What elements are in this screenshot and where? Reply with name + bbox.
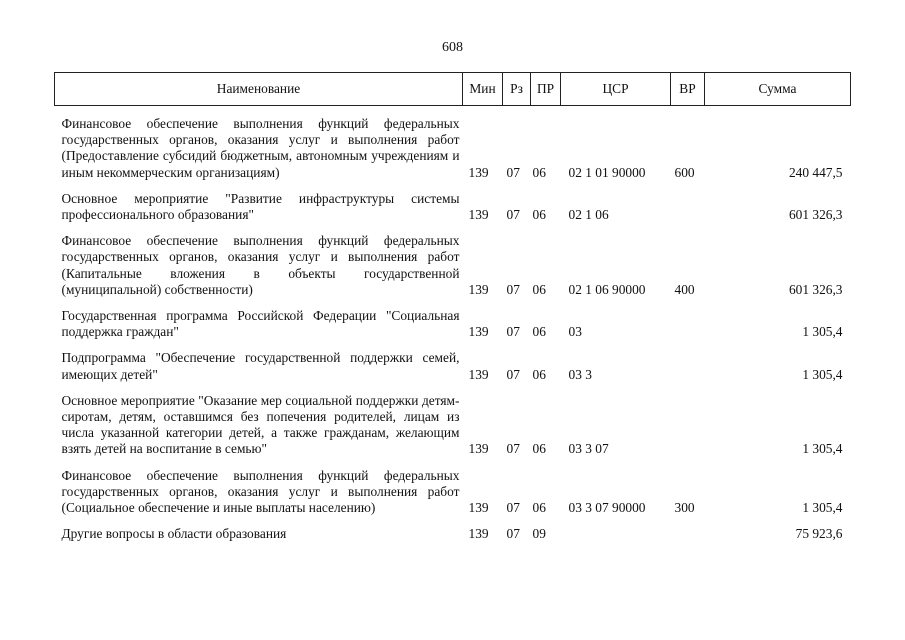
row-pr: 06 — [532, 366, 546, 382]
table-row — [55, 468, 851, 517]
row-name: Другие вопросы в области образования — [61, 526, 287, 542]
row-rz: 07 — [506, 324, 520, 340]
row-name: Финансовое обеспечение выполнения функций федеральных государственных органов, оказания услуг и выполнения работ (Предоставление субсидий бюджетным, автономным учреждениям и иным некоммерческим организациям) — [61, 116, 460, 180]
table-header — [55, 73, 851, 106]
table-row — [55, 116, 851, 181]
row-name: Финансовое обеспечение выполнения функций федеральных государственных органов, оказания услуг и выполнения работ (Социальное обеспечение и иные выплаты населению) — [61, 467, 460, 516]
spacer-row — [55, 223, 851, 233]
header-pr: ПР — [531, 73, 561, 106]
row-vr — [671, 308, 705, 340]
row-vr: 400 — [674, 281, 695, 297]
spacer-row — [55, 383, 851, 393]
page-number: 608 — [442, 40, 463, 55]
spacer-row — [55, 298, 851, 308]
row-csr: 03 — [568, 324, 582, 340]
row-pr: 06 — [532, 164, 546, 180]
row-rz: 07 — [506, 500, 520, 516]
row-vr: 600 — [674, 164, 695, 180]
header-rz: Рз — [503, 73, 531, 106]
row-min: 139 — [468, 366, 489, 382]
row-rz: 07 — [506, 526, 520, 542]
row-pr: 06 — [532, 441, 546, 457]
row-pr: 09 — [532, 526, 546, 542]
budget-table — [54, 72, 851, 542]
row-min: 139 — [468, 164, 489, 180]
row-name: Подпрограмма "Обеспечение государственной поддержки семей, имеющих детей" — [61, 350, 460, 382]
row-pr: 06 — [532, 500, 546, 516]
row-rz: 07 — [506, 281, 520, 297]
row-sum: 75 923,6 — [795, 526, 843, 542]
row-sum: 1 305,4 — [802, 324, 843, 340]
row-pr: 06 — [532, 281, 546, 297]
row-rz: 07 — [506, 207, 520, 223]
row-name: Основное мероприятие "Развитие инфраструктуры системы профессионального образования" — [61, 190, 460, 223]
row-min: 139 — [468, 500, 489, 516]
row-vr: 300 — [674, 500, 695, 516]
spacer-row — [55, 516, 851, 526]
header-csr: ЦСР — [561, 73, 671, 106]
row-sum: 1 305,4 — [802, 441, 843, 457]
row-min: 139 — [468, 281, 489, 297]
row-rz: 07 — [506, 366, 520, 382]
row-csr: 03 3 — [568, 366, 592, 382]
row-csr: 02 1 01 90000 — [568, 164, 646, 180]
row-min: 139 — [468, 441, 489, 457]
row-csr: 03 3 07 90000 — [568, 500, 646, 516]
row-vr — [671, 350, 705, 382]
header-min: Мин — [463, 73, 503, 106]
row-rz: 07 — [506, 164, 520, 180]
row-name: Финансовое обеспечение выполнения функций федеральных государственных органов, оказания услуг и выполнения работ (Капитальные вложения в объекты государственной (муниципальной) собственности) — [61, 233, 460, 297]
table-row — [55, 233, 851, 298]
row-pr: 06 — [532, 324, 546, 340]
row-pr: 06 — [532, 207, 546, 223]
row-vr — [671, 191, 705, 223]
row-csr: 02 1 06 90000 — [568, 281, 646, 297]
row-csr: 02 1 06 — [568, 207, 609, 223]
table-row — [55, 393, 851, 458]
row-sum: 601 326,3 — [788, 207, 843, 223]
header-vr: ВР — [671, 73, 705, 106]
row-vr — [671, 393, 705, 458]
row-csr: 03 3 07 — [568, 441, 609, 457]
table-body — [55, 106, 851, 543]
table-row — [55, 308, 851, 340]
header-name: Наименование — [55, 73, 463, 106]
row-sum: 601 326,3 — [788, 281, 843, 297]
table-row — [55, 526, 851, 542]
row-min: 139 — [468, 207, 489, 223]
table-row — [55, 350, 851, 382]
row-name: Государственная программа Российской Федерации "Социальная поддержка граждан" — [61, 308, 460, 340]
row-sum: 1 305,4 — [802, 366, 843, 382]
spacer-row — [55, 106, 851, 117]
table-row — [55, 191, 851, 223]
row-sum: 240 447,5 — [788, 164, 843, 180]
header-sum: Сумма — [705, 73, 851, 106]
spacer-row — [55, 181, 851, 191]
row-vr — [671, 526, 705, 542]
row-name: Основное мероприятие "Оказание мер социальной поддержки детям-сиротам, детям, оставшимся без попечения родителей, лицам из числа указанной категории детей, а также гражданам, желающим взять детей на воспитание в семью" — [61, 392, 460, 457]
spacer-row — [55, 458, 851, 468]
row-min: 139 — [468, 526, 489, 542]
header-row — [55, 73, 851, 106]
row-csr — [561, 526, 671, 542]
spacer-row — [55, 340, 851, 350]
row-rz: 07 — [506, 441, 520, 457]
row-sum: 1 305,4 — [802, 500, 843, 516]
row-min: 139 — [468, 324, 489, 340]
